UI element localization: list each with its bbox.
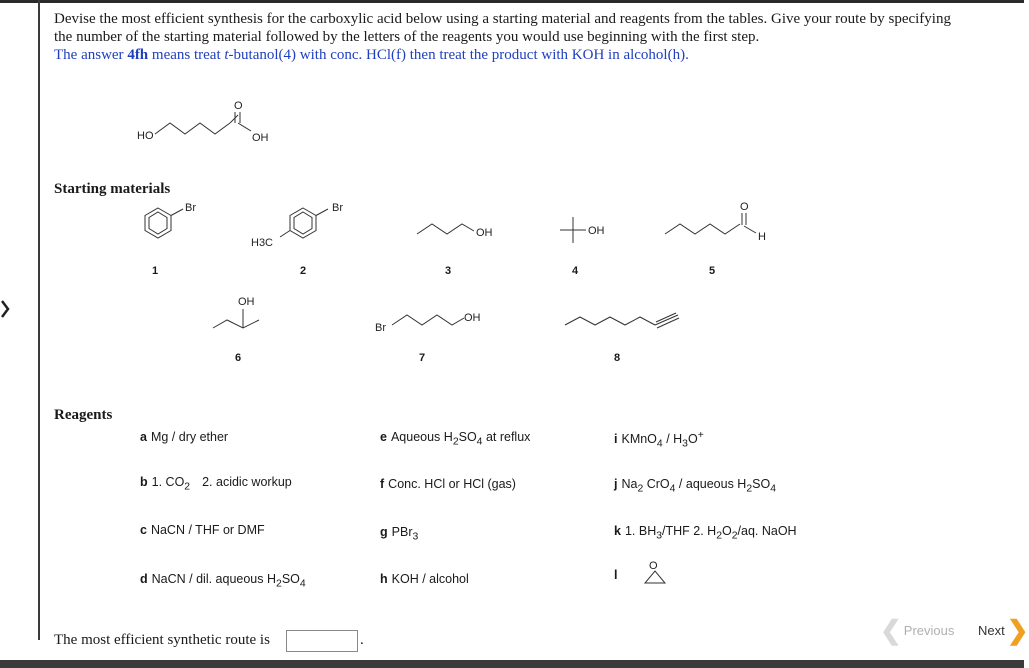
starting-material-5-number: 5 [708, 265, 716, 277]
starting-material-3-structure [412, 212, 502, 247]
reagent-i: i KMnO$_4$ / $H_3O^+$ [614, 430, 704, 450]
starting-material-7-structure [372, 303, 492, 338]
answer-example: The answer 4fh means treat t-butanol(4) with conc. HCl(f) then treat the product with KOH in alcohol(h). [54, 47, 689, 63]
starting-material-1-number: 1 [151, 265, 159, 277]
starting-material-2-number: 2 [299, 265, 307, 277]
sm5-h-label: H [758, 231, 766, 243]
next-label: Next [978, 622, 1005, 638]
starting-material-5-structure [660, 198, 780, 243]
collapse-chevron-icon[interactable] [0, 298, 10, 320]
reagent-b: b 1. $CO_2$ 2. acidic workup [140, 475, 292, 493]
sm1-br-label: Br [185, 202, 196, 214]
reagent-l: l [614, 568, 618, 582]
sm2-br-label: Br [332, 202, 343, 214]
reagent-a: a Mg / dry ether [140, 430, 229, 444]
top-border [0, 0, 1024, 3]
epoxide-o-label: O [649, 560, 658, 572]
starting-material-8-number: 8 [613, 352, 621, 364]
chevron-left-icon: ❮ [880, 615, 902, 645]
sm7-oh-label: OH [464, 312, 481, 324]
starting-material-8-structure [560, 305, 690, 335]
reagent-d: d NaCN / dil. aqueous $H_2SO_4$ [140, 572, 306, 590]
reagent-e: e Aqueous $H_2SO_4$ at reflux [380, 430, 531, 448]
sm3-oh-label: OH [476, 227, 493, 239]
target-molecule [130, 95, 280, 155]
target-ho-label: HO [137, 130, 154, 142]
reagents-heading: Reagents [54, 407, 113, 423]
target-oh-label: OH [252, 132, 269, 144]
starting-material-2-structure [245, 198, 355, 258]
starting-material-6-structure [205, 290, 275, 335]
reagent-c: c NaCN / THF or DMF [140, 523, 265, 537]
starting-material-3-number: 3 [444, 265, 452, 277]
route-answer-input[interactable] [286, 630, 358, 652]
sm7-br-label: Br [375, 322, 386, 334]
next-button[interactable] [978, 615, 1029, 645]
previous-button[interactable] [880, 615, 955, 645]
reagent-g: g PBr$_3$ [380, 525, 419, 543]
reagent-f: f Conc. HCl or HCl (gas) [380, 477, 516, 491]
answer-code: 4fh [127, 47, 149, 63]
sm4-oh-label: OH [588, 225, 605, 237]
question-line-1: Devise the most efficient synthesis for the carboxylic acid below using a starting material and reagents from the tables. Give your route by specifying [54, 11, 951, 27]
reagent-l-epoxide-structure [640, 558, 670, 588]
question-line-2: the number of the starting material followed by the letters of the reagents you would use beginning with the first step. [54, 29, 760, 45]
reagent-h: h KOH / alcohol [380, 572, 469, 586]
starting-materials-heading: Starting materials [54, 181, 171, 197]
sm2-h3c-label: H3C [251, 237, 274, 249]
sm5-o-label: O [740, 201, 749, 213]
reagent-j: j $Na_2$ CrO$_4$ / aqueous $H_2SO_4$ [614, 477, 776, 495]
reagent-k: k 1. $BH_3$/THF 2. $H_2O_2/aq$. NaOH [614, 524, 797, 542]
starting-material-1-structure [135, 198, 205, 253]
target-o-label: O [234, 100, 243, 112]
bottom-border [0, 660, 1024, 668]
starting-material-4-structure [550, 212, 620, 252]
left-rule [38, 0, 40, 640]
starting-material-6-number: 6 [234, 352, 242, 364]
previous-label: Previous [903, 622, 955, 638]
starting-material-7-number: 7 [418, 352, 426, 364]
chevron-right-icon: ❯ [1006, 615, 1029, 645]
question-text [54, 10, 1009, 64]
starting-material-4-number: 4 [571, 265, 579, 277]
sm6-oh-label: OH [238, 296, 255, 308]
route-period: . [360, 632, 364, 648]
route-label: The most efficient synthetic route is [54, 632, 270, 648]
